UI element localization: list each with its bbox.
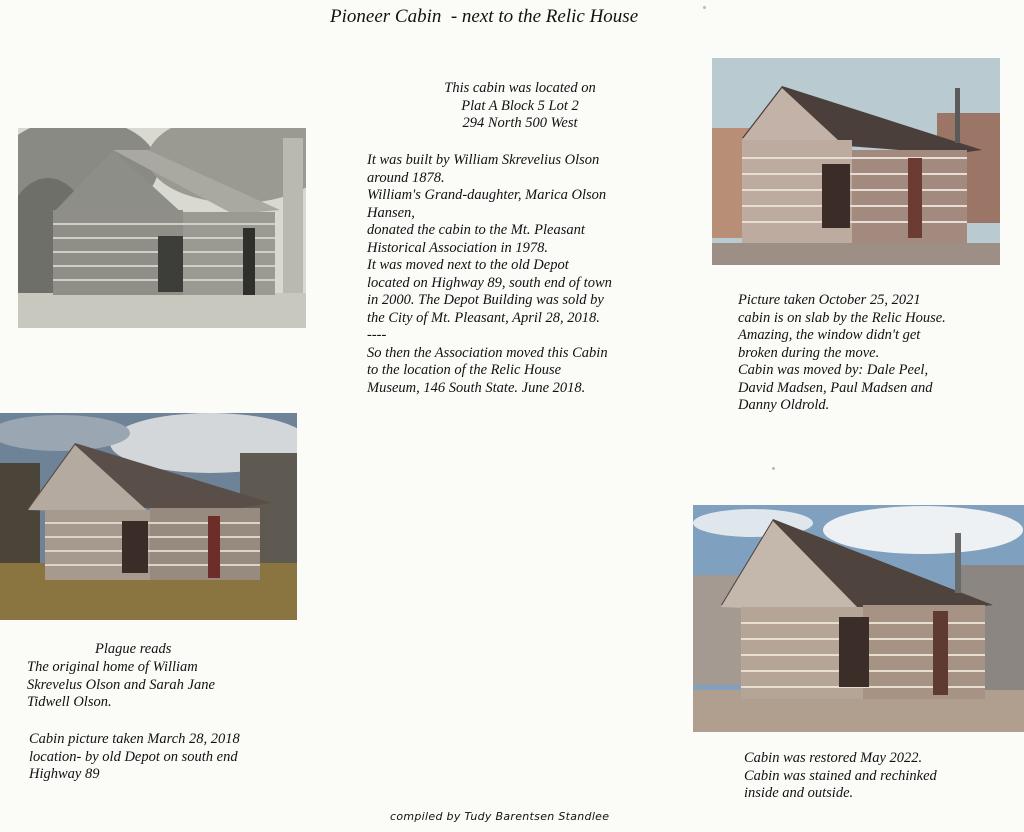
plaque-heading: Plague reads [95,641,172,657]
plaque-text: The original home of William Skrevelus Olson and Sarah Jane Tidwell Olson. [27,659,215,710]
restored-cabin-photo [693,505,1024,732]
page-title: Pioneer Cabin - next to the Relic House [330,6,639,27]
march-caption: Cabin picture taken March 28, 2018 location- by old Depot on south end Highway 89 [29,731,240,782]
restored-caption: Cabin was restored May 2022. Cabin was stained and rechinked inside and outside. [744,750,937,801]
depot-cabin-photo [0,413,297,620]
speck [703,6,706,9]
old-cabin-photo [18,128,306,328]
speck [772,467,775,470]
history-text: It was built by William Skrevelius Olson around 1878. William's Grand-daughter, Marica Olson Hansen, donated the cabin to the Mt. Pleasant Historical Association in 1978. It was moved next to the old Depot located on Highway 89, south end of town in 2000. The Depot Building was sold by the City of Mt. Pleasant, April 28, 2018. ---- So then the Association moved this Cabin to the location of the Relic House Museum, 146 South State. June 2018. [367,152,612,396]
october-caption: Picture taken October 25, 2021 cabin is on slab by the Relic House. Amazing, the window didn't get broken during the move. Cabin was moved by: Dale Peel, David Madsen, Paul Madsen and Danny Oldrold. [738,292,946,413]
center-location-text: This cabin was located on Plat A Block 5 Lot 2 294 North 500 West [444,80,596,131]
compiled-by-credit: compiled by Tudy Barentsen Standlee [390,810,610,823]
moved-cabin-photo [712,58,1000,265]
